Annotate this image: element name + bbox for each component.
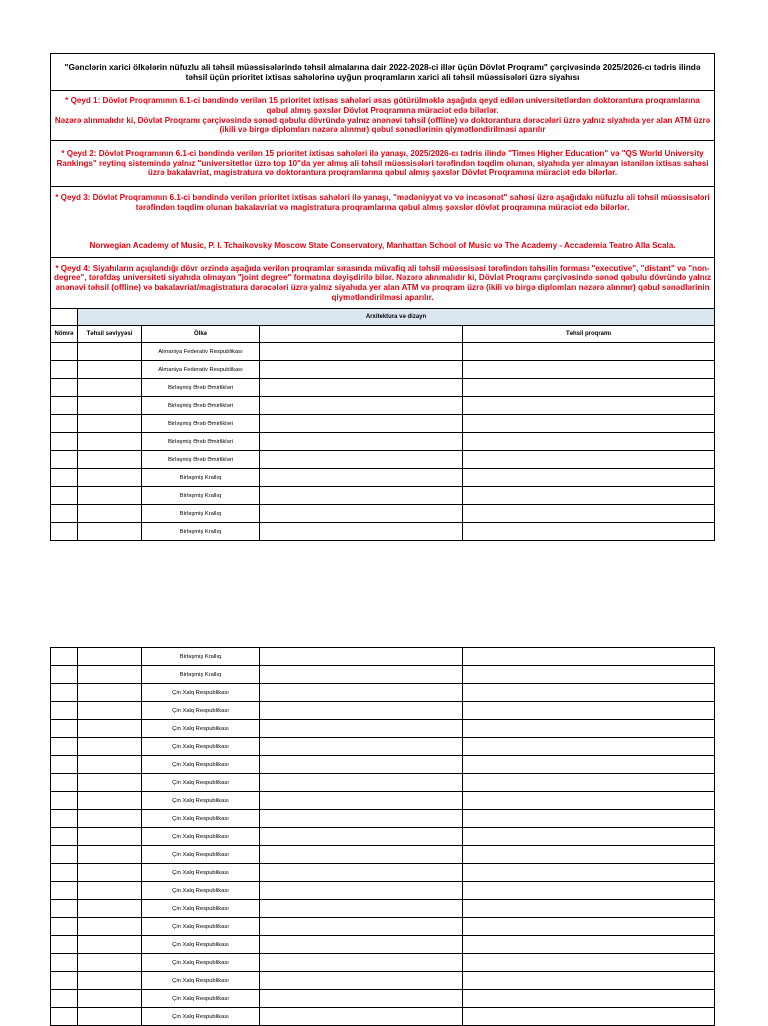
row-number-cell <box>51 505 78 523</box>
row-program-cell <box>463 864 715 882</box>
row-country-cell: Çin Xalq Respublikası <box>142 882 260 900</box>
table-row <box>51 487 715 505</box>
row-university-cell <box>260 702 463 720</box>
row-university-cell <box>260 1008 463 1026</box>
row-program-cell <box>463 415 715 433</box>
row-university-cell <box>260 505 463 523</box>
col-program-header: Təhsil proqramı <box>463 326 715 343</box>
row-university-cell <box>260 666 463 684</box>
row-university-cell <box>260 433 463 451</box>
row-level-cell <box>78 523 142 541</box>
note-4: * Qeyd 4: Siyahıların açıqlandığı dövr ərzində aşağıda verilən proqramlar sırasında müvafiq ali təhsil müəssisəsi tərəfindən təhsilin forması "executive", "distant" və "non-degree", tərəfdaş universiteti siyahıda olmayan "joint degree" formatına dəyişdirilə bilər. Nəzərə alınmalıdır ki, Dövlət Proqramı çərçivəsində sənəd qəbulu dövründə yalnız ənənəvi təhsil (offline) və bakalavriat/magistratura dərəcələri üzrə yalnız siyahıda yer alan ATM və proqram üzrə (ikili və birgə diplomları nəzərə alınmır) qəbul sənədlərinin qiymətləndirilməsi aparılır. <box>51 258 715 309</box>
row-level-cell <box>78 433 142 451</box>
row-number-cell <box>51 882 78 900</box>
col-number-header: Nömrə <box>51 326 78 343</box>
row-country-cell: Çin Xalq Respublikası <box>142 720 260 738</box>
section-title: Arxitektura və dizayn <box>78 309 715 326</box>
col-country-header: Ölkə <box>142 326 260 343</box>
row-country-cell: Çin Xalq Respublikası <box>142 990 260 1008</box>
row-level-cell <box>78 828 142 846</box>
section-spacer <box>51 309 78 326</box>
row-program-cell <box>463 505 715 523</box>
row-number-cell <box>51 702 78 720</box>
row-number-cell <box>51 900 78 918</box>
row-program-cell <box>463 954 715 972</box>
row-program-cell <box>463 666 715 684</box>
row-program-cell <box>463 451 715 469</box>
row-country-cell: Çin Xalq Respublikası <box>142 738 260 756</box>
row-program-cell <box>463 972 715 990</box>
row-level-cell <box>78 792 142 810</box>
row-country-cell: Çin Xalq Respublikası <box>142 774 260 792</box>
row-program-cell <box>463 379 715 397</box>
row-country-cell: Çin Xalq Respublikası <box>142 828 260 846</box>
note-2: * Qeyd 2: Dövlət Proqramının 6.1-ci bəndində verilən 15 prioritet ixtisas sahələri ilə yanaşı, 2025/2026-cı tədris ilində "Times Higher Education" və "QS World University Rankings" reytinq sistemində yalnız "universitetlər üzrə top 10"da yer almış ali təhsil müəssisələri tərəfindən təqdim olunan, siyahıda yer almayan istənilən ixtisas sahəsi üzrə bakalavriat, magistratura və doktorantura proqramlarına qəbul almış şəxslər Dövlət Proqramına müraciət edə bilərlər. <box>51 141 715 187</box>
row-university-cell <box>260 451 463 469</box>
row-level-cell <box>78 882 142 900</box>
row-program-cell <box>463 648 715 666</box>
row-number-cell <box>51 738 78 756</box>
row-number-cell <box>51 864 78 882</box>
table-row <box>51 523 715 541</box>
row-number-cell <box>51 792 78 810</box>
row-country-cell: Çin Xalq Respublikası <box>142 792 260 810</box>
row-level-cell <box>78 918 142 936</box>
row-program-cell <box>463 828 715 846</box>
row-university-cell <box>260 864 463 882</box>
row-country-cell: Birləşmiş Krallıq <box>142 648 260 666</box>
table-row <box>51 702 715 720</box>
row-level-cell <box>78 1008 142 1026</box>
row-country-cell: Çin Xalq Respublikası <box>142 846 260 864</box>
row-program-cell <box>463 720 715 738</box>
row-level-cell <box>78 702 142 720</box>
row-university-cell <box>260 936 463 954</box>
row-program-cell <box>463 918 715 936</box>
row-program-cell <box>463 738 715 756</box>
row-university-cell <box>260 972 463 990</box>
row-country-cell: Çin Xalq Respublikası <box>142 972 260 990</box>
row-program-cell <box>463 397 715 415</box>
row-number-cell <box>51 936 78 954</box>
row-number-cell <box>51 379 78 397</box>
row-number-cell <box>51 756 78 774</box>
note-3-text: * Qeyd 3: Dövlət Proqramının 6.1-ci bəndində verilən prioritet ixtisas sahələri ilə yanaşı, "mədəniyyət və və incəsənət" sahəsi üzrə aşağıdakı nüfuzlu ali təhsil müəssisələri tərəfindən təqdim olunan bakalavriat və magistratura proqramlarına qəbul almış şəxslər dövlət proqramına müraciət edə bilərlər. <box>55 193 710 212</box>
row-university-cell <box>260 756 463 774</box>
program-list-table <box>50 53 715 541</box>
row-program-cell <box>463 702 715 720</box>
table-row <box>51 415 715 433</box>
table-row <box>51 666 715 684</box>
row-country-cell: Çin Xalq Respublikası <box>142 864 260 882</box>
note-1-text: * Qeyd 1: Dövlət Proqramının 6.1-ci bəndində verilən 15 prioritet ixtisas sahələri əsas götürülməklə aşağıda qeyd edilən universitetlərdən doktorantura proqramlarına qəbul almış şəxslər Dövlət Proqramına müraciət edə bilərlər. Nəzərə alınmalıdır ki, Dövlət Proqramı çərçivəsində sənəd qəbulu dövründə yalnız ənənəvi təhsil (offline) və doktorantura dərəcələri üzrə yalnız siyahıda yer alan ATM üzrə (ikili və birgə diplomları nəzərə alınmır) qəbul sənədlərinin qiymətləndirilməsi aparılır <box>54 96 711 135</box>
row-country-cell: Birləşmiş Krallıq <box>142 469 260 487</box>
row-country-cell: Çin Xalq Respublikası <box>142 918 260 936</box>
table-row <box>51 936 715 954</box>
table-row <box>51 433 715 451</box>
row-program-cell <box>463 846 715 864</box>
table-row <box>51 810 715 828</box>
row-number-cell <box>51 433 78 451</box>
table-row <box>51 900 715 918</box>
table-row <box>51 720 715 738</box>
row-university-cell <box>260 828 463 846</box>
row-number-cell <box>51 720 78 738</box>
row-level-cell <box>78 972 142 990</box>
document-title: "Gənclərin xarici ölkələrin nüfuzlu ali təhsil müəssisələrində təhsil almalarına dair 2022-2028-ci illər üçün Dövlət Proqramı" çərçivəsində 2025/2026-cı tədris ilində təhsil üçün prioritet ixtisas sahələrinə uyğun proqramların xarici ali təhsil müəssisələri üzrə siyahısı <box>51 54 715 91</box>
table-row <box>51 864 715 882</box>
row-number-cell <box>51 361 78 379</box>
row-program-cell <box>463 343 715 361</box>
table-row <box>51 379 715 397</box>
row-university-cell <box>260 846 463 864</box>
row-level-cell <box>78 451 142 469</box>
row-program-cell <box>463 523 715 541</box>
row-program-cell <box>463 684 715 702</box>
row-level-cell <box>78 900 142 918</box>
row-number-cell <box>51 1008 78 1026</box>
row-country-cell: Çin Xalq Respublikası <box>142 684 260 702</box>
row-university-cell <box>260 882 463 900</box>
row-level-cell <box>78 469 142 487</box>
row-level-cell <box>78 361 142 379</box>
row-number-cell <box>51 469 78 487</box>
row-number-cell <box>51 990 78 1008</box>
row-country-cell: Çin Xalq Respublikası <box>142 702 260 720</box>
row-level-cell <box>78 990 142 1008</box>
page-2-rows <box>51 648 715 1026</box>
row-level-cell <box>78 343 142 361</box>
row-university-cell <box>260 720 463 738</box>
row-university-cell <box>260 990 463 1008</box>
row-country-cell: Birləşmiş Ərəb Əmirlikləri <box>142 451 260 469</box>
row-country-cell: Almaniya Federativ Respublikası <box>142 343 260 361</box>
row-level-cell <box>78 379 142 397</box>
col-level-header: Təhsil səviyyəsi <box>78 326 142 343</box>
table-row <box>51 846 715 864</box>
row-level-cell <box>78 810 142 828</box>
table-row <box>51 990 715 1008</box>
row-university-cell <box>260 918 463 936</box>
note-3 <box>51 187 715 258</box>
table-row <box>51 1008 715 1026</box>
row-program-cell <box>463 1008 715 1026</box>
row-number-cell <box>51 487 78 505</box>
table-row <box>51 361 715 379</box>
row-country-cell: Çin Xalq Respublikası <box>142 1008 260 1026</box>
row-number-cell <box>51 648 78 666</box>
row-university-cell <box>260 379 463 397</box>
table-row <box>51 972 715 990</box>
row-level-cell <box>78 415 142 433</box>
note-3-schools: Norwegian Academy of Music, P. I. Tchaikovsky Moscow State Conservatory, Manhattan School of Music və The Academy - Accademia Teatro Alla Scala. <box>89 241 676 251</box>
row-level-cell <box>78 720 142 738</box>
row-program-cell <box>463 900 715 918</box>
row-number-cell <box>51 810 78 828</box>
row-level-cell <box>78 756 142 774</box>
row-country-cell: Birləşmiş Krallıq <box>142 487 260 505</box>
table-row <box>51 451 715 469</box>
row-program-cell <box>463 433 715 451</box>
row-program-cell <box>463 810 715 828</box>
row-country-cell: Birləşmiş Ərəb Əmirlikləri <box>142 379 260 397</box>
row-program-cell <box>463 469 715 487</box>
table-row <box>51 397 715 415</box>
row-program-cell <box>463 936 715 954</box>
table-row <box>51 738 715 756</box>
row-university-cell <box>260 954 463 972</box>
row-level-cell <box>78 738 142 756</box>
col-university-header <box>260 326 463 343</box>
row-country-cell: Birləşmiş Ərəb Əmirlikləri <box>142 415 260 433</box>
table-row <box>51 684 715 702</box>
row-number-cell <box>51 954 78 972</box>
table-row <box>51 882 715 900</box>
row-program-cell <box>463 487 715 505</box>
row-program-cell <box>463 882 715 900</box>
row-number-cell <box>51 972 78 990</box>
table-row <box>51 505 715 523</box>
row-university-cell <box>260 648 463 666</box>
row-number-cell <box>51 523 78 541</box>
row-university-cell <box>260 684 463 702</box>
row-university-cell <box>260 397 463 415</box>
row-university-cell <box>260 415 463 433</box>
row-level-cell <box>78 864 142 882</box>
row-country-cell: Çin Xalq Respublikası <box>142 756 260 774</box>
row-university-cell <box>260 774 463 792</box>
table-row <box>51 954 715 972</box>
row-number-cell <box>51 451 78 469</box>
row-program-cell <box>463 756 715 774</box>
row-number-cell <box>51 774 78 792</box>
table-row <box>51 756 715 774</box>
table-row <box>51 792 715 810</box>
row-country-cell: Birləşmiş Ərəb Əmirlikləri <box>142 433 260 451</box>
table-row <box>51 828 715 846</box>
table-row <box>51 648 715 666</box>
row-level-cell <box>78 666 142 684</box>
row-number-cell <box>51 846 78 864</box>
row-program-cell <box>463 361 715 379</box>
row-level-cell <box>78 846 142 864</box>
program-list-table-continued <box>50 647 715 1026</box>
row-university-cell <box>260 487 463 505</box>
row-number-cell <box>51 828 78 846</box>
row-program-cell <box>463 990 715 1008</box>
row-level-cell <box>78 954 142 972</box>
table-row <box>51 774 715 792</box>
row-number-cell <box>51 397 78 415</box>
row-university-cell <box>260 810 463 828</box>
row-number-cell <box>51 918 78 936</box>
row-university-cell <box>260 738 463 756</box>
row-country-cell: Çin Xalq Respublikası <box>142 954 260 972</box>
row-level-cell <box>78 397 142 415</box>
row-university-cell <box>260 469 463 487</box>
table-row <box>51 469 715 487</box>
row-country-cell: Çin Xalq Respublikası <box>142 900 260 918</box>
page-1-rows <box>51 343 715 541</box>
table-row <box>51 343 715 361</box>
row-number-cell <box>51 666 78 684</box>
row-country-cell: Birləşmiş Krallıq <box>142 666 260 684</box>
row-level-cell <box>78 487 142 505</box>
row-country-cell: Birləşmiş Krallıq <box>142 505 260 523</box>
row-level-cell <box>78 684 142 702</box>
row-university-cell <box>260 900 463 918</box>
row-country-cell: Birləşmiş Ərəb Əmirlikləri <box>142 397 260 415</box>
row-number-cell <box>51 415 78 433</box>
row-level-cell <box>78 648 142 666</box>
row-university-cell <box>260 523 463 541</box>
row-program-cell <box>463 792 715 810</box>
table-row <box>51 918 715 936</box>
row-country-cell: Çin Xalq Respublikası <box>142 810 260 828</box>
row-level-cell <box>78 774 142 792</box>
row-number-cell <box>51 684 78 702</box>
row-country-cell: Birləşmiş Krallıq <box>142 523 260 541</box>
row-country-cell: Almaniya Federativ Respublikası <box>142 361 260 379</box>
row-university-cell <box>260 343 463 361</box>
row-program-cell <box>463 774 715 792</box>
row-level-cell <box>78 936 142 954</box>
note-1 <box>51 91 715 141</box>
row-university-cell <box>260 361 463 379</box>
row-country-cell: Çin Xalq Respublikası <box>142 936 260 954</box>
row-university-cell <box>260 792 463 810</box>
row-number-cell <box>51 343 78 361</box>
row-level-cell <box>78 505 142 523</box>
